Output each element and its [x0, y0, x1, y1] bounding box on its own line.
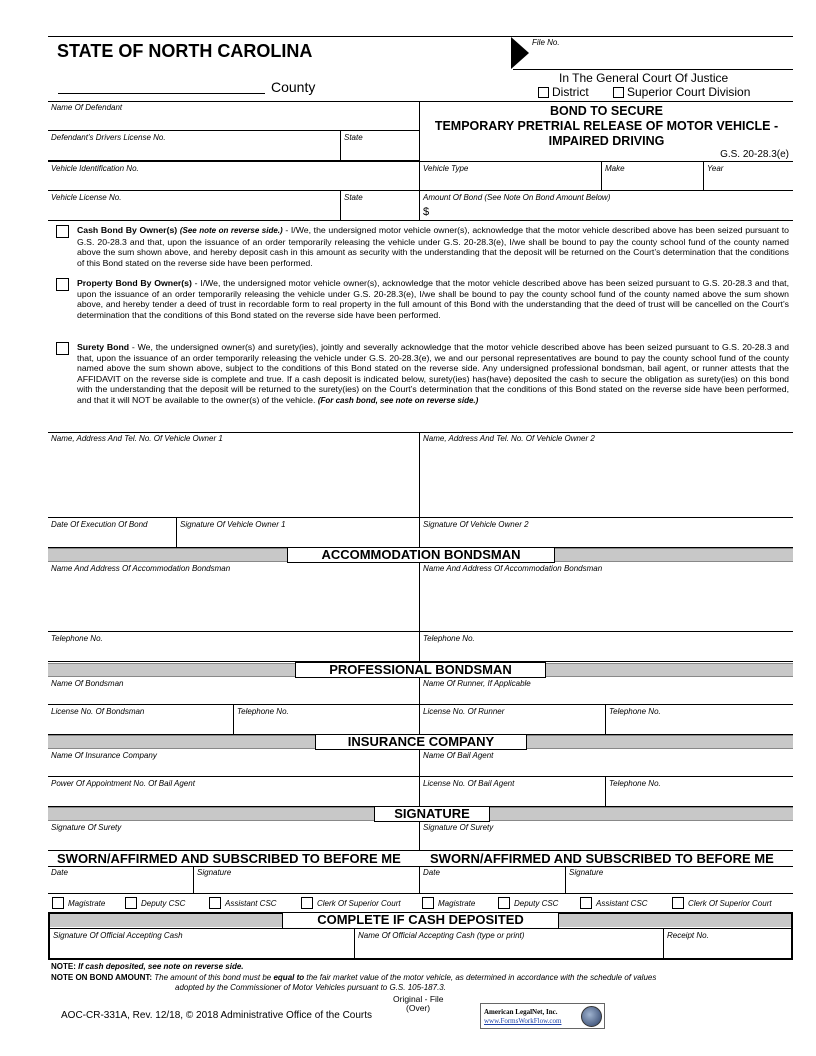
title-line1: BOND TO SECURE	[550, 104, 663, 118]
sworn-date-label-left: Date	[51, 868, 68, 877]
bond-amount-field[interactable]	[420, 191, 793, 221]
surety-note: (For cash bond, see note on reverse side.)	[317, 395, 479, 405]
clerk-left-label: Clerk Of Superior Court	[317, 898, 401, 908]
accommodation-tel2-field[interactable]	[420, 632, 793, 662]
cash-bond-text	[77, 225, 789, 268]
bondsman-tel-label: Telephone No.	[237, 707, 289, 716]
runner-tel-label: Telephone No.	[609, 707, 661, 716]
agent-tel-label: Telephone No.	[609, 779, 661, 788]
file-arrow-icon	[511, 37, 529, 69]
surety1-label: Signature Of Surety	[51, 823, 122, 832]
clerk-left[interactable]	[301, 897, 401, 909]
title-line2: TEMPORARY PRETRIAL RELEASE OF MOTOR VEHICLE -	[434, 119, 779, 133]
assistant-left-checkbox[interactable]	[209, 897, 221, 909]
district-checkbox[interactable]	[538, 87, 549, 98]
surety-title: Surety Bond	[77, 342, 130, 352]
form-title	[420, 104, 793, 149]
assistant-right[interactable]	[580, 897, 648, 909]
insurance-bar	[48, 735, 793, 749]
vehicle-type-field[interactable]	[420, 161, 602, 191]
year-field[interactable]	[704, 161, 793, 191]
drivers-license-field[interactable]	[48, 131, 341, 161]
license-state-field[interactable]	[341, 131, 420, 161]
amount-bold: equal to	[273, 973, 305, 982]
surety-bond-text	[77, 342, 789, 407]
bondsman-name-field[interactable]	[48, 677, 420, 705]
original-file: Original - File	[393, 994, 444, 1004]
cash-header: COMPLETE IF CASH DEPOSITED	[282, 913, 559, 928]
clerk-right[interactable]	[672, 897, 772, 909]
file-no-label: File No.	[532, 38, 560, 47]
assistant-left[interactable]	[209, 897, 277, 909]
make-field[interactable]	[602, 161, 704, 191]
county-field[interactable]	[58, 93, 265, 94]
cash-title: Cash Bond By Owner(s)	[77, 225, 178, 235]
runner-name-field[interactable]	[420, 677, 793, 705]
cash-bond-checkbox[interactable]	[56, 225, 69, 238]
deputy-right-checkbox[interactable]	[498, 897, 510, 909]
insurance-company-field[interactable]	[48, 749, 420, 777]
top-rule	[48, 36, 793, 37]
brand-name: American LegalNet, Inc.	[484, 1008, 558, 1016]
runner-license-label: License No. Of Runner	[423, 707, 505, 716]
defendant-label: Name Of Defendant	[51, 103, 123, 112]
deputy-left[interactable]	[125, 897, 185, 909]
accommodation-bar	[48, 548, 793, 562]
globe-icon	[581, 1006, 602, 1027]
district-label: District	[552, 85, 589, 99]
deputy-right[interactable]	[498, 897, 558, 909]
runner-tel-field[interactable]	[606, 705, 793, 735]
surety-bond-checkbox[interactable]	[56, 342, 69, 355]
form-id: AOC-CR-331A, Rev. 12/18, © 2018 Administrative Office of the Courts	[61, 1010, 373, 1021]
signature-bar	[48, 807, 793, 821]
magistrate-right-checkbox[interactable]	[422, 897, 434, 909]
title-line3: IMPAIRED DRIVING	[548, 134, 665, 148]
defendant-name-field[interactable]	[48, 101, 420, 131]
owner2-field[interactable]	[420, 432, 793, 518]
sworn-sig-label-right: Signature	[569, 868, 604, 877]
professional-header: PROFESSIONAL BONDSMAN	[295, 662, 546, 678]
sworn-signature-right[interactable]	[566, 866, 793, 894]
agent-tel-field[interactable]	[606, 777, 793, 807]
assistant-right-checkbox[interactable]	[580, 897, 592, 909]
superior-label: Superior Court Division	[627, 85, 751, 99]
power-label: Power Of Appointment No. Of Bail Agent	[51, 779, 195, 788]
plate-state-field[interactable]	[341, 191, 420, 221]
property-bond-text	[77, 278, 789, 320]
runner-name-label: Name Of Runner, If Applicable	[423, 679, 531, 688]
clerk-right-checkbox[interactable]	[672, 897, 684, 909]
license-label: Defendant’s Drivers License No.	[51, 133, 166, 142]
plate-label: Vehicle License No.	[51, 193, 122, 202]
property-body: - I/We, the undersigned motor vehicle owner(s), acknowledge that the motor vehicle described above has been seized pursuant to G.S. 20-28.3 and that, upon the issuance of an order temporarily releasing the vehicle under G.S. 20-28.3(e), I/we shall be bound to pay the county school fund of the county named above the sum shown above, and hereby tender a deed of trust in recordable form to real property in the full amount of this Bond with the understanding that the deed of trust will be cancelled on the Court’s determination that the conditions of this Bond stated on the reverse side have been performed.	[77, 278, 790, 320]
agent-label: Name Of Bail Agent	[423, 751, 494, 760]
sworn-date-left[interactable]	[48, 866, 194, 894]
insurance-header: INSURANCE COMPANY	[315, 734, 527, 750]
cash-note: (See note on reverse side.)	[179, 226, 283, 235]
owner1-label: Name, Address And Tel. No. Of Vehicle Owner 1	[51, 434, 223, 443]
sig2-label: Signature Of Vehicle Owner 2	[423, 520, 529, 529]
sworn-title-left: SWORN/AFFIRMED AND SUBSCRIBED TO BEFORE ME	[57, 851, 401, 866]
assistant-left-label: Assistant CSC	[225, 898, 277, 908]
professional-bar	[48, 663, 793, 677]
accommodation-name2-field[interactable]	[420, 562, 793, 632]
sig1-label: Signature Of Vehicle Owner 1	[180, 520, 286, 529]
owner2-signature-field[interactable]	[420, 518, 793, 548]
signature-header: SIGNATURE	[374, 806, 490, 822]
sworn-title-right: SWORN/AFFIRMED AND SUBSCRIBED TO BEFORE ME	[430, 851, 774, 866]
state-title: STATE OF NORTH CAROLINA	[57, 41, 313, 61]
property-title: Property Bond By Owner(s)	[77, 278, 192, 288]
form-page	[48, 36, 793, 1026]
amount-text2: the fair market value of the motor vehicle, as determined in accordance with the schedule of values	[306, 973, 657, 982]
property-bond-checkbox[interactable]	[56, 278, 69, 291]
superior-checkbox[interactable]	[613, 87, 624, 98]
owner1-field[interactable]	[48, 432, 420, 518]
vehicle-license-field[interactable]	[48, 191, 341, 221]
statute-ref: G.S. 20-28.3(e)	[720, 149, 789, 160]
accommodation-name1-field[interactable]	[48, 562, 420, 632]
amount-note	[51, 973, 656, 982]
cash-name-label: Name Of Official Accepting Cash (type or print)	[358, 931, 525, 940]
legalnet-badge[interactable]	[480, 1003, 605, 1029]
receipt-no-field[interactable]	[664, 929, 791, 958]
year-label: Year	[707, 164, 724, 173]
acc-tel2-label: Telephone No.	[423, 634, 475, 643]
clerk-left-checkbox[interactable]	[301, 897, 313, 909]
bail-agent-name-field[interactable]	[420, 749, 793, 777]
type-label: Vehicle Type	[423, 164, 469, 173]
deputy-left-checkbox[interactable]	[125, 897, 137, 909]
plate-state-label: State	[344, 193, 363, 202]
cash-official-signature[interactable]	[50, 929, 355, 958]
magistrate-left-label: Magistrate	[68, 898, 106, 908]
district-option[interactable]	[538, 85, 589, 99]
power-appointment-field[interactable]	[48, 777, 420, 807]
deputy-left-label: Deputy CSC	[141, 898, 186, 908]
assistant-right-label: Assistant CSC	[596, 898, 648, 908]
accommodation-tel1-field[interactable]	[48, 632, 420, 662]
amount-note-label: NOTE ON BOND AMOUNT:	[51, 973, 153, 982]
note-text: If cash deposited, see note on reverse side.	[78, 962, 244, 971]
over-label: (Over)	[406, 1003, 431, 1013]
amount-text1: The amount of this bond must be	[154, 973, 272, 982]
bondsman-tel-field[interactable]	[234, 705, 420, 735]
company-label: Name Of Insurance Company	[51, 751, 157, 760]
deputy-right-label: Deputy CSC	[514, 898, 559, 908]
cash-note	[51, 962, 244, 971]
vin-label: Vehicle Identification No.	[51, 164, 139, 173]
sworn-sig-label-left: Signature	[197, 868, 232, 877]
court-label: In The General Court Of Justice	[559, 71, 729, 85]
cash-official-name[interactable]	[355, 929, 664, 958]
accommodation-header: ACCOMMODATION BONDSMAN	[287, 547, 555, 563]
superior-option[interactable]	[613, 85, 750, 99]
runner-license-field[interactable]	[420, 705, 606, 735]
surety2-signature-field[interactable]	[420, 821, 793, 851]
amount-text3: adopted by the Commissioner of Motor Vehicles pursuant to G.S. 105-187.3.	[175, 983, 446, 992]
state-label: State	[344, 133, 363, 142]
acc-name2-label: Name And Address Of Accommodation Bondsman	[423, 564, 603, 573]
sworn-date-right[interactable]	[420, 866, 566, 894]
sworn-date-label-right: Date	[423, 868, 440, 877]
dollar-sign: $	[423, 206, 430, 218]
agent-license-label: License No. Of Bail Agent	[423, 779, 515, 788]
bondsman-license-label: License No. Of Bondsman	[51, 707, 145, 716]
magistrate-left-checkbox[interactable]	[52, 897, 64, 909]
sworn-signature-left[interactable]	[194, 866, 420, 894]
owner1-signature-field[interactable]	[177, 518, 420, 548]
clerk-right-label: Clerk Of Superior Court	[688, 898, 772, 908]
amount-label: Amount Of Bond (See Note On Bond Amount Below)	[423, 193, 611, 202]
owner2-label: Name, Address And Tel. No. Of Vehicle Owner 2	[423, 434, 595, 443]
surety1-signature-field[interactable]	[48, 821, 420, 851]
execution-date-field[interactable]	[48, 518, 177, 548]
county-label: County	[271, 79, 316, 95]
acc-tel1-label: Telephone No.	[51, 634, 103, 643]
bondsman-license-field[interactable]	[48, 705, 234, 735]
agent-license-field[interactable]	[420, 777, 606, 807]
surety2-label: Signature Of Surety	[423, 823, 494, 832]
vin-field[interactable]	[48, 161, 420, 191]
file-no-line	[513, 69, 793, 70]
note-label: NOTE:	[51, 962, 76, 971]
brand-url[interactable]: www.FormsWorkFlow.com	[484, 1017, 562, 1025]
make-label: Make	[605, 164, 625, 173]
surety-body: - We, the undersigned owner(s) and surety(ies), jointly and severally acknowledge that the motor vehicle described above has been seized pursuant to G.S. 20-28.3 and that, upon the issuance of an order temporarily releasing the vehicle under G.S. 20-28.3(e), we and our personal representatives are bound to pay the county school fund of the county named above the sum shown above, subject to the conditions of this Bond stated on the reverse side. Any undersigned professional bondsman, bail agent, or runner attests that the AFFIDAVIT on the reverse side is complete and true. If a cash deposit is indicated below, surety(ies) has(have) deposited the cash to secure the obligation as surety(ies) on this bond with the understanding that the deposit will be returned to the surety(ies) on the Court’s determination that the conditions of this Bond stated on the reverse side have been performed, and that it will NOT be available to the owner(s) of the vehicle.	[77, 342, 789, 405]
magistrate-left[interactable]	[52, 897, 105, 909]
receipt-label: Receipt No.	[667, 931, 709, 940]
magistrate-right[interactable]	[422, 897, 475, 909]
cash-sig-label: Signature Of Official Accepting Cash	[53, 931, 183, 940]
exec-date-label: Date Of Execution Of Bond	[51, 520, 148, 529]
acc-name1-label: Name And Address Of Accommodation Bondsman	[51, 564, 231, 573]
bondsman-name-label: Name Of Bondsman	[51, 679, 124, 688]
magistrate-right-label: Magistrate	[438, 898, 476, 908]
cash-body: - I/We, the undersigned motor vehicle owner(s), acknowledge that the motor vehicle described above has been seized pursuant to G.S. 20-28.3 and that, upon the issuance of an order temporarily releasing the vehicle under G.S. 20-28.3(e), I/we shall be bound to pay the county school fund of the county named above the sum shown above, and hereby deposit cash in this amount as security with the understanding that the deposit will be returned on the Court’s determination that the conditions of this Bond stated on the reverse side have been performed.	[77, 225, 789, 268]
